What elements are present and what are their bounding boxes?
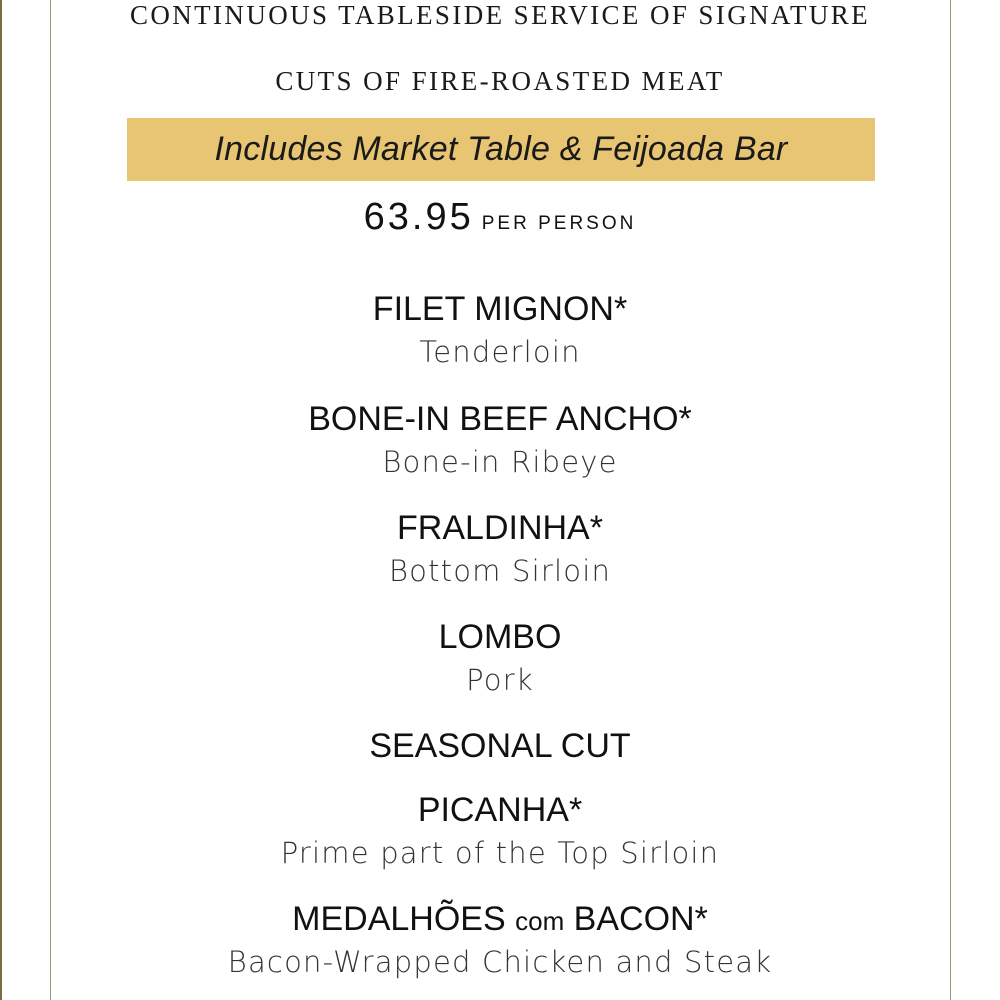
price-amount: 63.95	[363, 196, 474, 238]
menu-item-name-seasonal-cut: SEASONAL CUT	[369, 727, 631, 765]
menu-item-desc-bottom-sirloin: Bottom Sirloin	[388, 554, 612, 588]
menu-item-desc-bacon-wrapped: Bacon-Wrapped Chicken and Steak	[227, 945, 773, 979]
menu-item-name-fraldinha: FRALDINHA*	[397, 509, 603, 547]
menu-item-name-medalhoes-com-bacon	[0, 902, 1000, 936]
menu-item-desc-pork: Pork	[466, 663, 534, 697]
menu-item-name-filet-mignon: FILET MIGNON*	[372, 290, 628, 328]
price-row	[0, 196, 1000, 239]
menu-item-name-bone-in-beef-ancho: BONE-IN BEEF ANCHO*	[308, 400, 692, 438]
menu-item-name-picanha: PICANHA*	[417, 791, 583, 829]
menu-header-line-1: CONTINUOUS TABLESIDE SERVICE OF SIGNATURE	[129, 0, 871, 30]
menu-item-desc-top-sirloin: Prime part of the Top Sirloin	[280, 836, 720, 870]
menu-item-name-part-bacon: BACON*	[564, 900, 708, 938]
includes-banner-text: Includes Market Table & Feijoada Bar	[214, 130, 788, 168]
price-unit: PER PERSON	[481, 213, 637, 234]
menu-item-name-part-medalhoes: MEDALHÕES	[292, 900, 516, 938]
includes-banner	[127, 118, 875, 181]
menu-item-desc-tenderloin: Tenderloin	[419, 335, 581, 369]
menu-item-name-lombo: LOMBO	[438, 618, 562, 656]
menu-item-name-part-com: com	[515, 906, 565, 936]
menu-item-desc-bone-in-ribeye: Bone-in Ribeye	[382, 445, 618, 479]
menu-header-line-2: CUTS OF FIRE-ROASTED MEAT	[275, 66, 725, 96]
